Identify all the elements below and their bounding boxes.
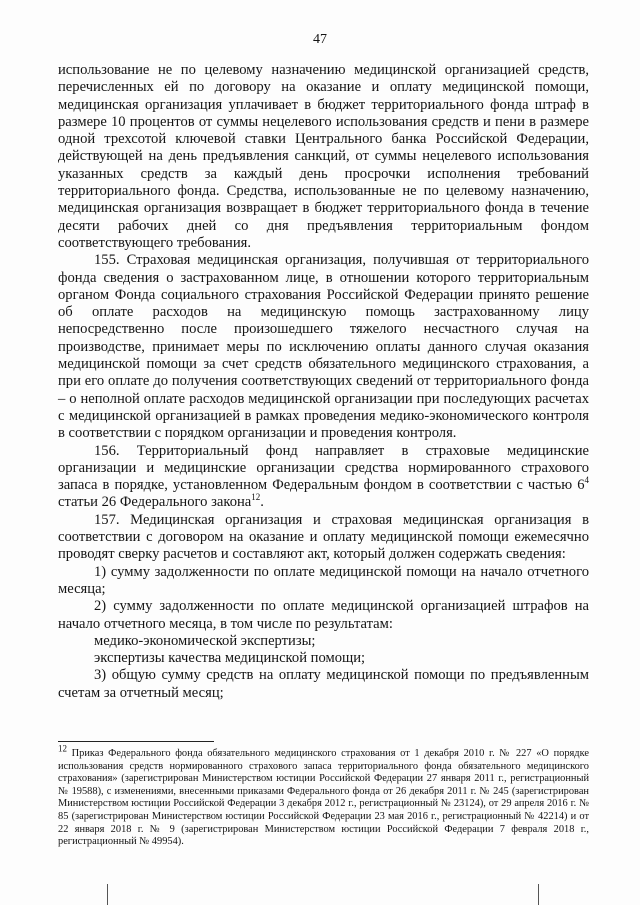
paragraph-continuation: использование не по целевому назначению медицинской организацией средств, перечисленных ей по договору на оказание и оплату медицинской помощи, медицинская организация уплачивает в бюджет территориального фонда штраф в размере 10 процентов от суммы нецелевого использования средств и пени в размере одной трехсотой ключевой ставки Центрального банка Российской Федерации, действующей на день предъявления санкций, от суммы нецелевого использования указанных средств за каждый день просрочки исполнения требований территориального фонда. Средства, использованные не по целевому назначению, медицинская организация возвращает в бюджет территориального фонда в течение десяти рабочих дней со дня предъявления территориальным фондом соответствующего требования. bbox=[58, 62, 589, 251]
paragraph-156-text: 156. Территориальный фонд направляет в страховые медицинские организации и медицинские организации средства нормированного страхового запаса в порядке, установленном Федеральным фондом в соответствии с частью 6 bbox=[58, 442, 589, 494]
scan-edge-mark-right bbox=[538, 884, 539, 905]
superscript-part-number: 4 bbox=[584, 475, 589, 486]
footnote-separator bbox=[58, 741, 214, 742]
footnote-reference: 12 bbox=[251, 492, 261, 503]
body-text bbox=[58, 62, 589, 702]
page-number: 47 bbox=[313, 32, 327, 47]
scan-edge-mark-left bbox=[107, 884, 108, 905]
paragraph-156-text-after: статьи 26 Федерального закона bbox=[58, 494, 252, 511]
sub-item-mee: медико-экономической экспертизы; bbox=[94, 632, 316, 649]
paragraph-157: 157. Медицинская организация и страховая медицинская организация в соответствии с договором на оказание и оплату медицинской помощи ежемесячно проводят сверку расчетов и составляют акт, который должен содержать сведения: bbox=[58, 511, 589, 563]
footnote-mark: 12 bbox=[58, 743, 67, 754]
paragraph-155: 155. Страховая медицинская организация, получившая от территориального фонда сведения о застрахованном лице, в отношении которого территориальным органом Фонда социального страхования Российской Федерации принято решение об оплате расходов на медицинскую помощь застрахованному лицу непосредственно после произошедшего тяжелого несчастного случая на производстве, принимает меры по исключению оплаты данного случая оказания медицинской помощи за счет средств обязательного медицинского страхования, а при его оплате до получения соответствующих сведений от территориального фонда – о неполной оплате расходов медицинской организации при последующих расчетах с медицинской организацией в рамках проведения медико-экономического контроля в соответствии с порядком организации и проведения контроля. bbox=[58, 252, 589, 442]
footnote-12 bbox=[58, 743, 589, 849]
list-item-1: 1) сумму задолженности по оплате медицинской помощи на начало отчетного месяца; bbox=[58, 563, 589, 597]
footnote-text: Приказ Федерального фонда обязательного медицинского страхования от 1 декабря 2010 г. № 227 «О порядке использования средств нормированного страхового запаса территориального фонда обязательного медицинского страхования» (зарегистрирован Министерством юстиции Российской Федерации 27 января 2011 г., регистрационный № 19588), с изменениями, внесенными приказами Федерального фонда от 26 декабря 2011 г. № 245 (зарегистрирован Министерством юстиции Российской Федерации 3 декабря 2012 г., регистрационный № 23124), от 29 апреля 2016 г. № 85 (зарегистрирован Министерством юстиции Российской Федерации 23 мая 2016 г., регистрационный № 42214) и от 22 января 2018 г. № 9 (зарегистрирован Министерством юстиции Российской Федерации 7 февраля 2018 г., регистрационный № 49954). bbox=[58, 748, 589, 848]
list-item-2: 2) сумму задолженности по оплате медицинской организацией штрафов на начало отчетного месяца, в том числе по результатам: bbox=[58, 598, 589, 632]
footnote bbox=[58, 743, 589, 849]
list-item-3: 3) общую сумму средств на оплату медицинской помощи по предъявленным счетам за отчетный месяц; bbox=[58, 667, 589, 701]
sub-item-ekmp: экспертизы качества медицинской помощи; bbox=[94, 650, 366, 667]
paragraph-156 bbox=[58, 443, 589, 512]
paragraph-156-end: . bbox=[260, 494, 264, 511]
